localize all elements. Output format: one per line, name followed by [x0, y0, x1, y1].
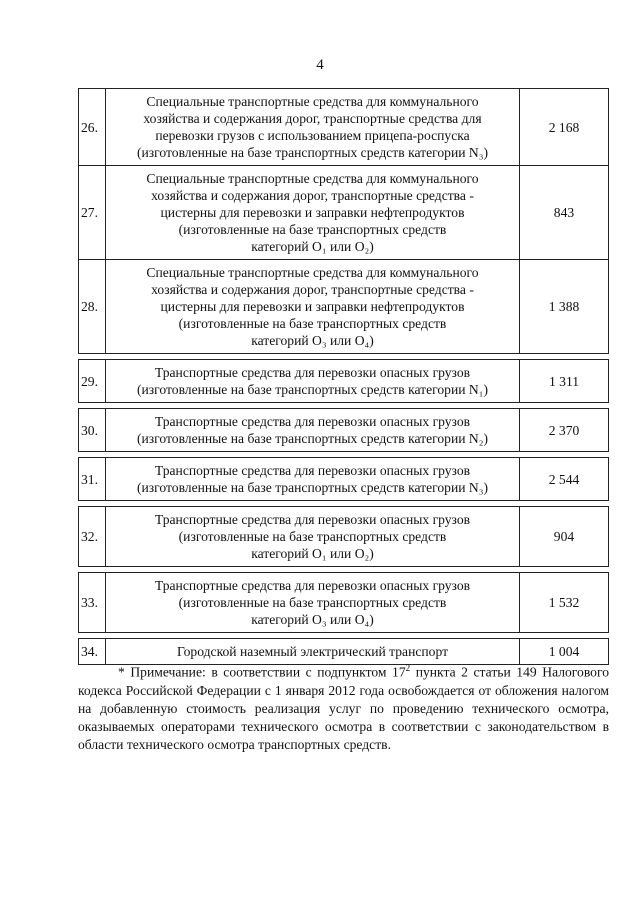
description-line: (изготовленные на базе транспортных средств категории N₃)	[136, 480, 488, 495]
row-price: 904	[520, 507, 609, 567]
description-line: категорий O₁ или O₂)	[251, 239, 374, 254]
description-line: (изготовленные на базе транспортных средств	[178, 595, 447, 610]
page-number: 4	[316, 57, 324, 73]
description-line: Специальные транспортные средства для коммунального	[146, 171, 479, 186]
description-line: категорий O₃ или O₄)	[251, 612, 374, 627]
row-number: 33.	[79, 573, 106, 633]
row-description	[106, 260, 520, 354]
footnote-text	[78, 659, 609, 754]
row-number: 29.	[79, 360, 106, 403]
table-row	[79, 260, 609, 354]
description-line: (изготовленные на базе транспортных средств категории N₁)	[136, 382, 488, 397]
row-description	[106, 507, 520, 567]
table-row	[79, 409, 609, 452]
row-number: 26.	[79, 89, 106, 166]
table-row	[79, 458, 609, 501]
row-description	[106, 166, 520, 260]
description-line: (изготовленные на базе транспортных средств	[178, 316, 447, 331]
table-row	[79, 166, 609, 260]
description-line: Транспортные средства для перевозки опасных грузов	[154, 512, 471, 527]
description-line: Специальные транспортные средства для коммунального	[146, 94, 479, 109]
description-line: Специальные транспортные средства для коммунального	[146, 265, 479, 280]
row-price: 2 168	[520, 89, 609, 166]
row-price: 1 388	[520, 260, 609, 354]
description-line: (изготовленные на базе транспортных средств	[178, 529, 447, 544]
row-number: 34.	[79, 639, 106, 665]
description-line: Транспортные средства для перевозки опасных грузов	[154, 365, 471, 380]
row-description	[106, 89, 520, 166]
row-description	[106, 360, 520, 403]
row-price: 1 311	[520, 360, 609, 403]
description-line: хозяйства и содержания дорог, транспортные средства -	[151, 188, 474, 203]
row-number: 31.	[79, 458, 106, 501]
footnote-text-start: * Примечание: в соответствии с подпунктом 17	[118, 664, 406, 680]
description-line: Транспортные средства для перевозки опасных грузов	[154, 463, 471, 478]
row-price: 2 370	[520, 409, 609, 452]
row-price: 843	[520, 166, 609, 260]
table-row	[79, 360, 609, 403]
fees-table-body	[79, 89, 609, 665]
description-line: перевозки грузов с использованием прицепа-роспуска	[155, 128, 470, 143]
description-line: цистерны для перевозки и заправки нефтепродуктов	[160, 205, 465, 220]
footnote	[78, 659, 609, 754]
description-line: цистерны для перевозки и заправки нефтепродуктов	[160, 299, 465, 314]
row-number: 27.	[79, 166, 106, 260]
description-line: Транспортные средства для перевозки опасных грузов	[154, 578, 471, 593]
description-line: (изготовленные на базе транспортных средств категории N₂)	[136, 431, 488, 446]
row-price: 2 544	[520, 458, 609, 501]
row-number: 32.	[79, 507, 106, 567]
description-line: категорий O₁ или O₂)	[251, 546, 374, 561]
description-line: Транспортные средства для перевозки опасных грузов	[154, 414, 471, 429]
footnote-text-end: пункта 2 статьи 149 Налогового кодекса Российской Федерации с 1 января 2012 года освобождается от обложения налогом на добавленную стоимость реализация услуг по проведению технического осмотра, оказываемых операторами технического осмотра в соответствии с законодательством в области технического осмотра транспортных средств.	[78, 664, 609, 752]
description-line: Городской наземный электрический транспорт	[176, 644, 449, 659]
footnote-superscript: 2	[405, 663, 411, 673]
row-number: 30.	[79, 409, 106, 452]
description-line: категорий O₃ или O₄)	[251, 333, 374, 348]
description-line: хозяйства и содержания дорог, транспортные средства для	[143, 111, 482, 126]
row-description	[106, 409, 520, 452]
row-price: 1 532	[520, 573, 609, 633]
description-line: хозяйства и содержания дорог, транспортные средства -	[151, 282, 474, 297]
row-price: 1 004	[520, 639, 609, 665]
row-number: 28.	[79, 260, 106, 354]
fees-table	[78, 88, 609, 665]
description-line: (изготовленные на базе транспортных средств категории N₃)	[136, 145, 488, 160]
table-row	[79, 507, 609, 567]
row-description	[106, 573, 520, 633]
table-row	[79, 89, 609, 166]
description-line: (изготовленные на базе транспортных средств	[178, 222, 447, 237]
table-row	[79, 573, 609, 633]
row-description	[106, 458, 520, 501]
